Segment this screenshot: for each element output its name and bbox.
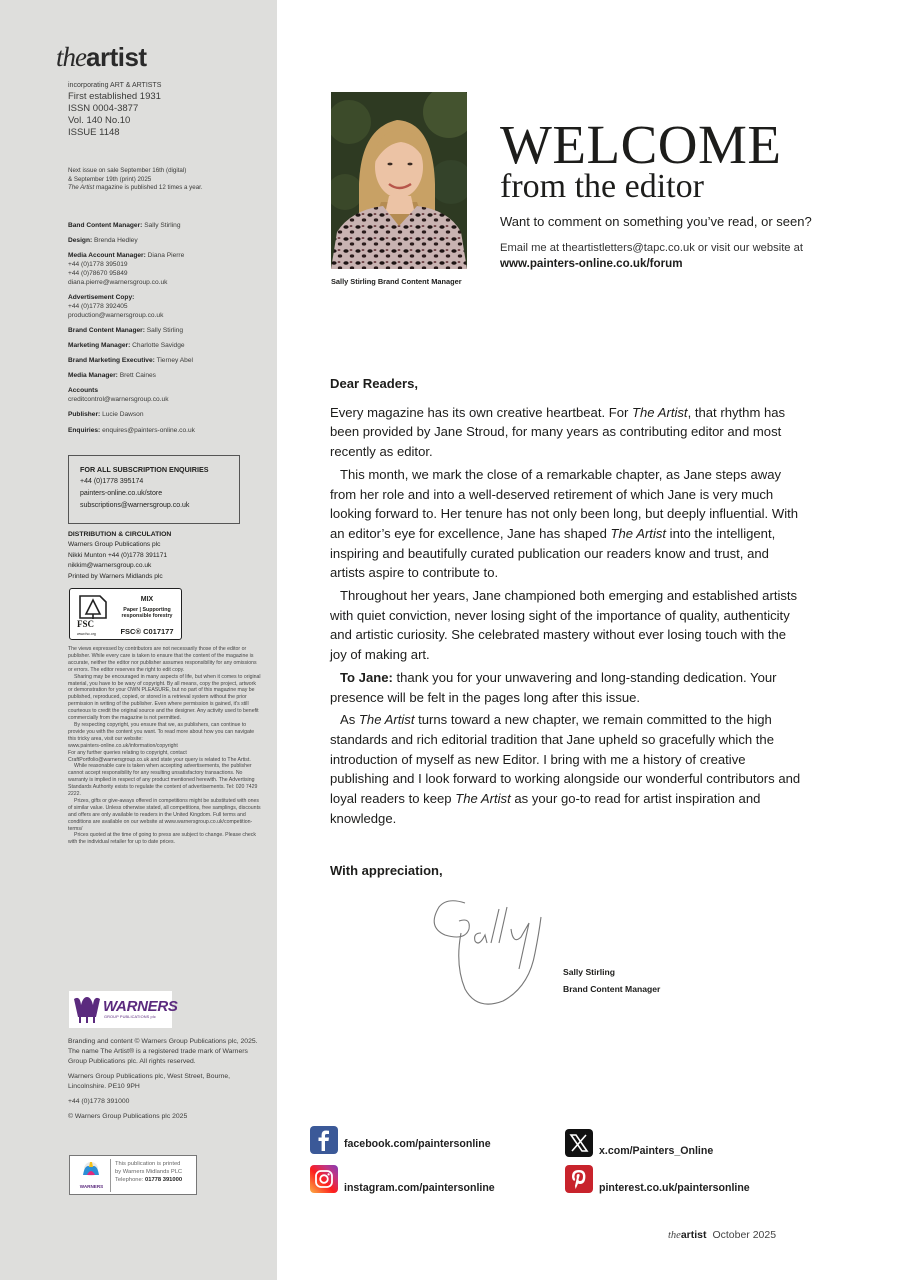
letter-paragraph: This month, we mark the close of a remarkable chapter, as Jane steps away from her role and into a well-deserved retirement of which Jane is very much looking forward to. Her tenure has not only been long, but deeply influential. With an editor’s eye for excellence, Jane has shaped The Artist into the intelligent, inspiring and beautifully curated publication our readers know and trust, and artists aspire to contribute to.	[330, 466, 799, 581]
established-line: First established 1931	[68, 91, 161, 102]
subscription-phone: +44 (0)1778 395174	[80, 478, 144, 485]
letter-closing: With appreciation,	[330, 863, 443, 878]
editor-letter	[330, 374, 802, 831]
next-issue-note: Next issue on sale September 16th (digital) & September 19th (print) 2025 The Artist magazine is published 12 times a year.	[68, 167, 203, 192]
legal-disclaimer: The views expressed by contributors are not necessarily those of the editor or publisher. While every care is taken to ensure that the content of the magazine is accurate, neither the editor nor publisher assumes responsibility for any omissions or errors. The editor reserves the right to edit copy. Sharing may be encouraged in many aspects of life, but when it comes to original material, you have to be wary of copyright. By all means, copy the project, artwork or demonstration for your OWN PLEASURE, but no part of this magazine may be published, reproduced, copied, or stored in a retrieval system without the prior permission in writing of the publisher. Even where permission is gained, it's still courteous to credit the original source and the designer. Any activity used to benefit commercially from the magazine is not permitted. By respecting copyright, you ensure that we, as publishers, can continue to provide you with the content you want. To read more about how you can navigate this tricky area, visit our website: www.painters-online.co.uk/information/copyright For any further queries relating to copyright, contact CraftPortfolio@warnersgroup.co.uk and state your query is related to The Artist. While reasonable care is taken when accepting advertisements, the publisher cannot accept responsibility for any resulting unsatisfactory transactions. No warranty is implied in respect of any product mentioned herewith. The Advertising Standards Authority exists to regulate the content of advertisements. Tel: 020 7429 2222. Prizes, gifts or give-aways offered in competitions might be substituted with ones of similar value. Unless otherwise stated, all competitions, free samplings, discounts and offers are only available to readers in the United Kingdom. Full terms and conditions are available on our website at www.warnersgroup.co.uk/competition-terms/ Prices quoted at the time of going to press are subject to change. Please check with the individual retailer for up to date prices.	[68, 646, 261, 846]
letter-paragraph: Throughout her years, Jane championed both emerging and established artists with quiet conviction, never losing sight of the importance of quality, authenticity and artistic curiosity. She celebrated mastery without ever losing touch with the joy of making art.	[330, 588, 798, 663]
staff-row: Advertisement Copy: +44 (0)1778 392405 production@warnersgroup.co.uk	[68, 293, 164, 319]
issue-date: October 2025	[712, 1229, 777, 1241]
incorporating-line: incorporating ART & ARTISTS	[68, 82, 162, 89]
warners-printer-logo: WARNERS	[73, 1159, 111, 1192]
subscription-title: FOR ALL SUBSCRIPTION ENQUIRIES	[80, 465, 209, 474]
page-subtitle: from the editor	[500, 168, 704, 205]
instagram-icon	[310, 1165, 338, 1193]
pinterest-icon	[565, 1165, 593, 1193]
copyright-link[interactable]: www.painters-online.co.uk/information/copyright	[68, 742, 178, 749]
staff-row: Design: Brenda Hedley	[68, 237, 138, 245]
signatory-title: Brand Content Manager	[563, 984, 661, 994]
magazine-logo: theartist	[56, 42, 147, 72]
photo-caption: Sally Stirling Brand Content Manager	[331, 277, 462, 286]
staff-row: Media Manager: Brett Caines	[68, 372, 156, 380]
brand-copyright: Branding and content © Warners Group Publications plc, 2025. The name The Artist® is a registered trade mark of Warners Group Publications plc. All rights reserved. Warners Group Publications plc, West Street, Bourne, Lincolnshire. PE10 9PH +44 (0)1778 391000 © Warners Group Publications plc 2025	[68, 1038, 258, 1120]
printer-text: This publication is printed by Warners Midlands PLC Telephone: 01778 391000	[115, 1161, 183, 1183]
issue-line: ISSUE 1148	[68, 127, 120, 138]
signatory-name: Sally Stirling	[563, 967, 616, 977]
forum-link[interactable]: www.painters-online.co.uk/forum	[500, 257, 683, 270]
staff-row: Brand Content Manager: Sally Stirling	[68, 326, 184, 334]
page-title: WELCOME	[500, 114, 782, 175]
staff-row: Accounts creditcontrol@warnersgroup.co.uk	[68, 387, 169, 404]
staff-row: Media Account Manager: Diana Pierre +44 (0)1778 395019 +44 (0)78670 95849 diana.pierre@warnersgroup.co.uk	[68, 252, 185, 286]
facebook-link[interactable]: facebook.com/paintersonline	[310, 1125, 491, 1155]
issn-line: ISSN 0004-3877	[68, 103, 139, 114]
comment-prompt: Want to comment on something you’ve read, or seen?	[500, 214, 812, 229]
staff-row: Brand Marketing Executive: Tierney Abel	[68, 357, 193, 365]
staff-row: Band Content Manager: Sally Stirling	[68, 222, 181, 229]
staff-row: Publisher: Lucie Dawson	[68, 411, 144, 419]
signatory	[563, 964, 660, 998]
editor-photo	[331, 92, 467, 269]
editor-portrait-image	[331, 92, 467, 269]
letter-paragraph: Every magazine has its own creative heartbeat. For The Artist, that rhythm has been provided by Jane Stroud, for many years as contributing editor and most recently as editor.	[330, 404, 786, 460]
warners-logo: WARNERS GROUP PUBLICATIONS plc	[69, 991, 172, 1028]
x-icon	[565, 1129, 593, 1157]
x-link[interactable]: x.com/Painters_Online	[565, 1128, 713, 1158]
letter-paragraph: To Jane: thank you for your unwavering and long-standing dedication. Your presence will be felt in the pages long after this issue.	[330, 669, 777, 705]
page-footer: theartist October 2025	[668, 1229, 777, 1241]
instagram-link[interactable]: instagram.com/paintersonline	[310, 1164, 495, 1194]
subscription-email[interactable]: subscriptions@warnersgroup.co.uk	[80, 502, 190, 509]
fsc-logo: FSC www.fsc.org MIX Paper | Supporting responsible forestry FSC® C017177	[69, 588, 182, 640]
salutation: Dear Readers,	[330, 376, 419, 391]
handwritten-signature	[425, 893, 555, 1011]
distribution-info: DISTRIBUTION & CIRCULATION Warners Group Publications plc Nikki Munton +44 (0)1778 391171 nikkim@warnersgroup.co.uk Printed by Warners Midlands plc	[68, 531, 172, 580]
contact-email-line: Email me at theartistletters@tapc.co.uk or visit our website at	[500, 242, 803, 254]
subscription-store-link[interactable]: painters-online.co.uk/store	[80, 490, 163, 497]
staff-row: Marketing Manager: Charlotte Savidge	[68, 341, 185, 349]
volume-line: Vol. 140 No.10	[68, 115, 131, 126]
pinterest-link[interactable]: pinterest.co.uk/paintersonline	[565, 1164, 750, 1194]
letter-paragraph: As The Artist turns toward a new chapter, we remain committed to the high standards and rich editorial tradition that Jane upheld so gracefully which the introduction of myself as new Editor. I bring with me a history of creative publishing and I look forward to working alongside our wonderful contributors and loyal readers to keep The Artist as your go-to read for artist inspiration and knowledge.	[330, 712, 801, 826]
facebook-icon	[310, 1126, 338, 1154]
staff-row: Enquiries: enquires@painters-online.co.uk	[68, 426, 195, 434]
